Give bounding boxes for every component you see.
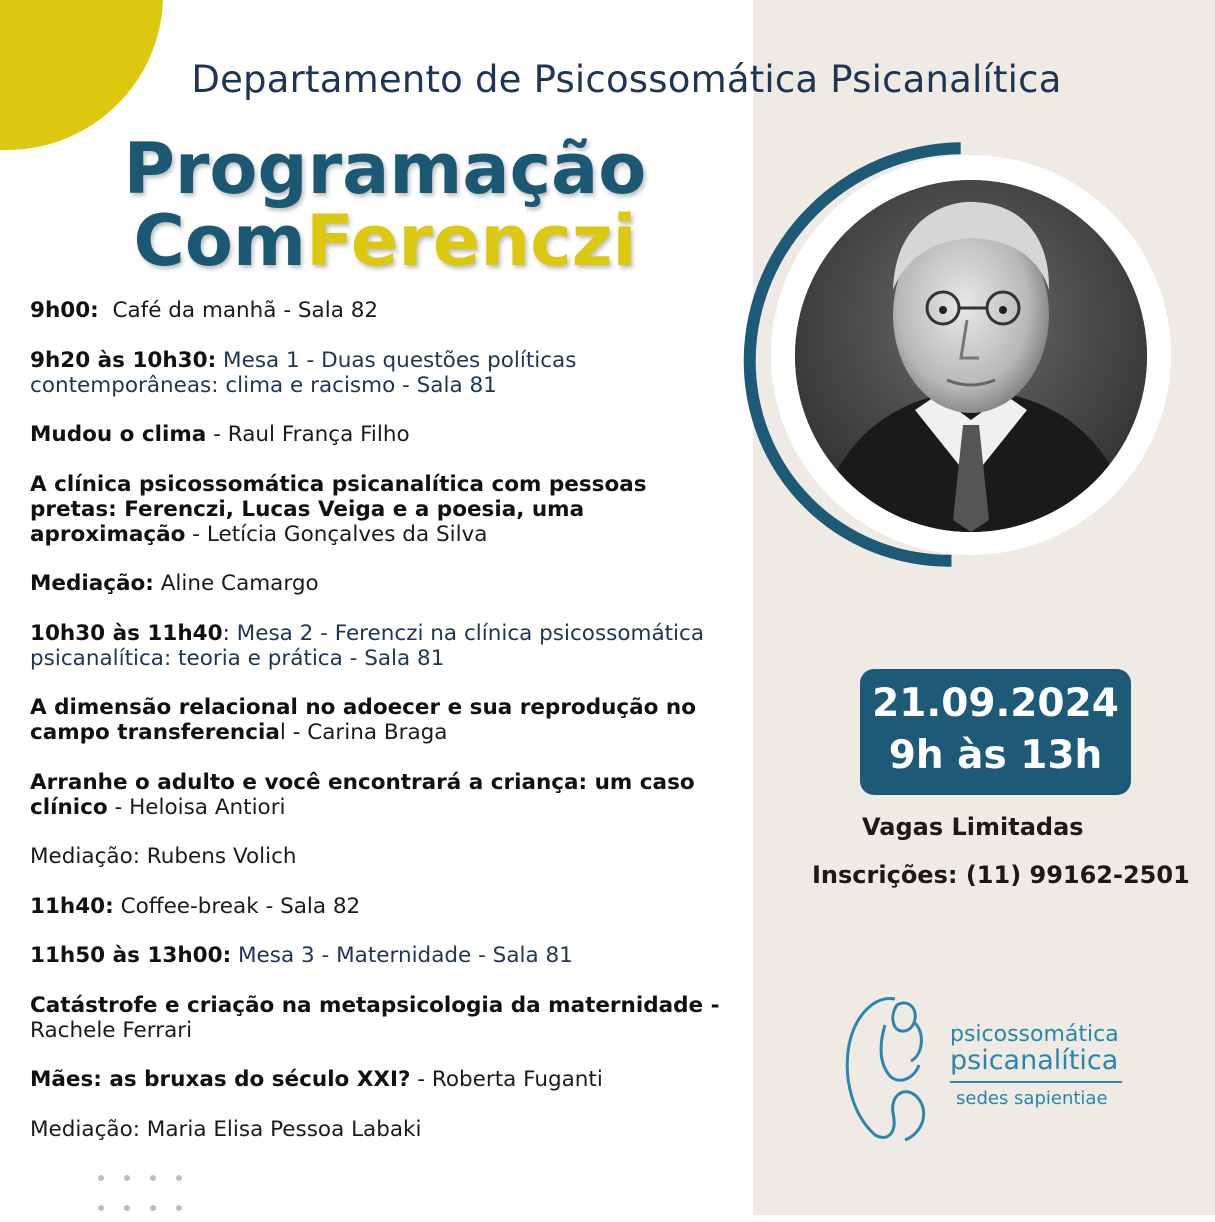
decorative-dot [176, 1175, 182, 1181]
agenda-time: 9h00: [30, 298, 99, 323]
agenda-item [30, 621, 735, 671]
portrait-illustration [795, 180, 1147, 532]
agenda-text: Coffee-break - Sala 82 [113, 893, 361, 919]
agenda-talk-title: Arranhe o adulto e você encontrará a criança: um caso clínico [30, 769, 695, 820]
limited-spots: Vagas Limitadas [862, 813, 1084, 841]
agenda-speaker: - Raul França Filho [206, 422, 410, 447]
decorative-dot [124, 1175, 130, 1181]
agenda-speaker: l - Carina Braga [279, 720, 448, 745]
portrait-photo [795, 180, 1147, 532]
program-subtitle [0, 200, 770, 282]
agenda-text: Mesa 3 - Maternidade - Sala 81 [231, 943, 573, 968]
logo-line3: sedes sapientiae [956, 1088, 1108, 1109]
agenda-item [30, 1067, 735, 1092]
agenda-item [30, 348, 735, 398]
logo-divider [950, 1081, 1122, 1083]
agenda-talk-title: A clínica psicossomática psicanalítica com pessoas pretas: Ferenczi, Lucas Veiga e a poesia, uma aproximação [30, 471, 647, 547]
agenda-speaker: - Heloisa Antiori [107, 794, 286, 820]
agenda-colon: : [222, 620, 230, 646]
agenda-speaker: Rachele Ferrari [30, 1017, 193, 1043]
agenda-item [30, 993, 735, 1043]
decorative-dot [124, 1205, 130, 1211]
agenda-speaker: - Letícia Gonçalves da Silva [185, 521, 488, 547]
agenda-time: 9h20 às 10h30: [30, 347, 217, 373]
agenda-talk-title: Mães: as bruxas do século XXI? [30, 1067, 411, 1092]
decorative-dot [176, 1205, 182, 1211]
decorative-dot [98, 1175, 104, 1181]
agenda-text: Mesa 1 - Duas questões políticas contemporâneas: clima e racismo - Sala 81 [30, 347, 577, 398]
decorative-dot [150, 1205, 156, 1211]
agenda-time: 10h30 às 11h40 [30, 620, 223, 646]
department-title: Departamento de Psicossomática Psicanalítica [191, 58, 1062, 101]
agenda-item [30, 298, 735, 323]
agenda-mediation: Mediação: Maria Elisa Pessoa Labaki [30, 1116, 422, 1142]
logo-line1: psicossomática [950, 1022, 1119, 1047]
agenda-item [30, 422, 735, 447]
decorative-dot [98, 1205, 104, 1211]
event-time: 9h às 13h [888, 733, 1103, 778]
agenda-time: 11h40: [30, 893, 114, 919]
registration-phone: Inscrições: (11) 99162-2501 [812, 861, 1190, 889]
agenda-item [30, 943, 735, 968]
event-date-box [860, 669, 1131, 795]
agenda-text: Café da manhã - Sala 82 [98, 298, 379, 323]
agenda-item [30, 770, 735, 820]
agenda-mediation-label: Mediação: [30, 571, 154, 596]
logo-line2: psicanalítica [950, 1045, 1119, 1076]
agenda-item [30, 472, 735, 547]
agenda-talk-title: A dimensão relacional no adoecer e sua reprodução no campo transferencia [30, 695, 696, 745]
event-date: 21.09.2024 [872, 681, 1119, 726]
agenda-talk-title: Mudou o clima [30, 422, 207, 447]
agenda [30, 298, 735, 1166]
agenda-item [30, 1117, 735, 1142]
agenda-item [30, 844, 735, 869]
decorative-dot [150, 1175, 156, 1181]
title-ferenczi: Ferenczi [305, 200, 637, 282]
agenda-talk-title: Catástrofe e criação na metapsicologia da maternidade - [30, 992, 720, 1018]
agenda-speaker: - Roberta Fuganti [410, 1067, 603, 1092]
title-com: Com [133, 200, 306, 282]
agenda-text: Mesa 2 - Ferenczi na clínica psicossomática psicanalítica: teoria e prática - Sala 81 [30, 620, 705, 671]
agenda-item [30, 894, 735, 919]
agenda-item [30, 571, 735, 596]
program-title: Programação [123, 128, 647, 210]
agenda-mediation: Mediação: Rubens Volich [30, 844, 297, 869]
agenda-mediator: Aline Camargo [153, 571, 319, 596]
agenda-item [30, 695, 735, 745]
agenda-time: 11h50 às 13h00: [30, 943, 232, 968]
